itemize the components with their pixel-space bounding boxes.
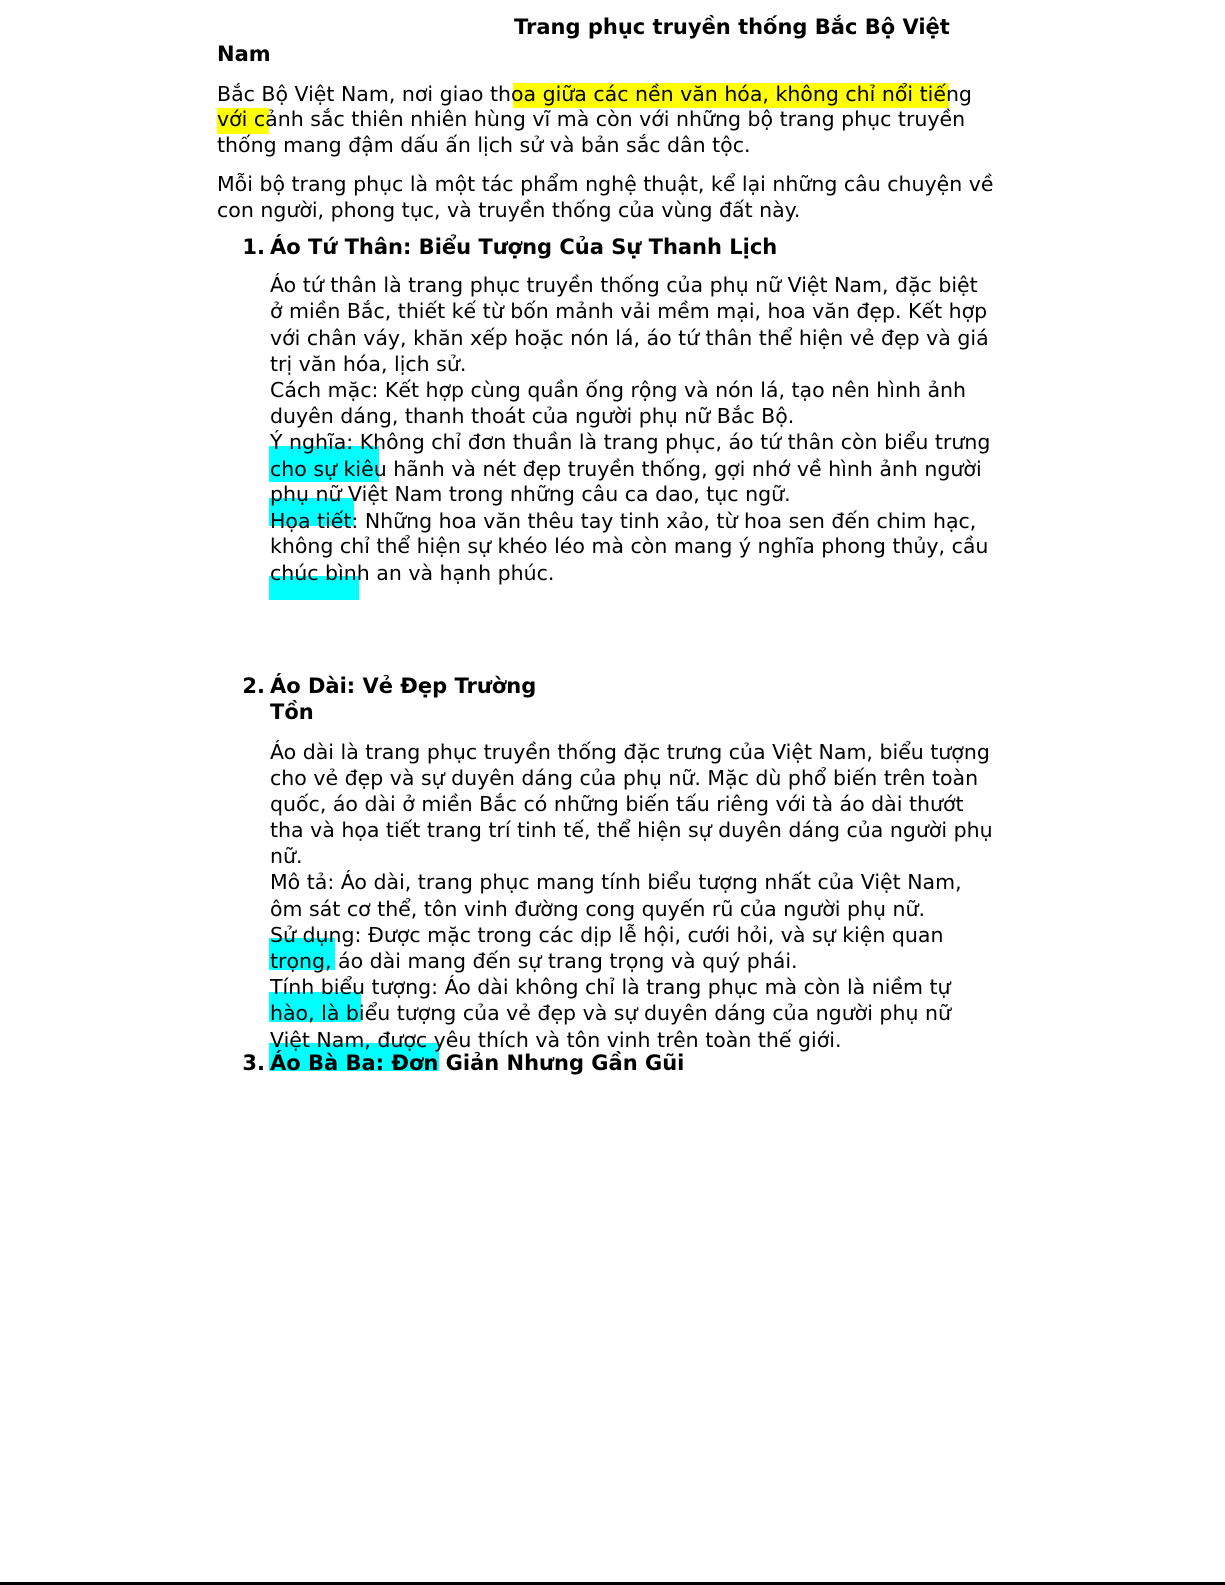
list-number: 2.	[242, 674, 265, 698]
section-line: quốc, áo dài ở miền Bắc có những biến tấu riêng với tà áo dài thướt	[270, 792, 964, 816]
section-heading-continued: Tồn	[270, 700, 314, 724]
section-line: Mô tả: Áo dài, trang phục mang tính biểu tượng nhất của Việt Nam,	[270, 870, 962, 894]
section-line: Họa tiết: Những hoa văn thêu tay tinh xảo, từ hoa sen đến chim hạc,	[270, 509, 977, 533]
section-line: duyên dáng, thanh thoát của người phụ nữ Bắc Bộ.	[270, 404, 795, 428]
section-line: trị văn hóa, lịch sử.	[270, 352, 467, 376]
list-number: 1.	[242, 235, 265, 259]
section-line: trọng, áo dài mang đến sự trang trọng và quý phái.	[270, 949, 798, 973]
section-line: Sử dụng: Được mặc trong các dịp lễ hội, cưới hỏi, và sự kiện quan	[270, 923, 944, 947]
intro2-line: Mỗi bộ trang phục là một tác phẩm nghệ thuật, kể lại những câu chuyện về	[217, 172, 994, 196]
section-line: ở miền Bắc, thiết kế từ bốn mảnh vải mềm mại, hoa văn đẹp. Kết hợp	[270, 299, 988, 323]
list-number: 3.	[242, 1051, 265, 1075]
section-line: Tính biểu tượng: Áo dài không chỉ là trang phục mà còn là niềm tự	[270, 975, 951, 999]
section-line: Việt Nam, được yêu thích và tôn vinh trên toàn thế giới.	[270, 1028, 842, 1052]
section-line: cho sự kiêu hãnh và nét đẹp truyền thống, gợi nhớ về hình ảnh người	[270, 457, 982, 481]
page-title: Trang phục truyền thống Bắc Bộ Việt	[514, 15, 950, 39]
section-line: phụ nữ Việt Nam trong những câu ca dao, tục ngữ.	[270, 482, 791, 506]
section-line: Cách mặc: Kết hợp cùng quần ống rộng và nón lá, tạo nên hình ảnh	[270, 378, 967, 402]
section-line: ôm sát cơ thể, tôn vinh đường cong quyến rũ của người phụ nữ.	[270, 897, 925, 921]
intro-line: thống mang đậm dấu ấn lịch sử và bản sắc dân tộc.	[217, 133, 751, 157]
section-line: Áo tứ thân là trang phục truyền thống của phụ nữ Việt Nam, đặc biệt	[270, 273, 978, 297]
intro2-line: con người, phong tục, và truyền thống của vùng đất này.	[217, 198, 801, 222]
section-line: Áo dài là trang phục truyền thống đặc trưng của Việt Nam, biểu tượng	[270, 740, 990, 764]
section-heading: Áo Dài: Vẻ Đẹp Trường	[270, 674, 537, 698]
section-line: Ý nghĩa: Không chỉ đơn thuần là trang phục, áo tứ thân còn biểu trưng	[270, 430, 991, 454]
page-title-continued: Nam	[217, 42, 271, 66]
section-line: không chỉ thể hiện sự khéo léo mà còn mang ý nghĩa phong thủy, cầu	[270, 534, 989, 558]
section-line: cho vẻ đẹp và sự duyên dáng của phụ nữ. Mặc dù phổ biến trên toàn	[270, 766, 979, 790]
section-heading: Áo Bà Ba: Đơn Giản Nhưng Gần Gũi	[270, 1051, 685, 1075]
section-heading: Áo Tứ Thân: Biểu Tượng Của Sự Thanh Lịch	[270, 235, 778, 259]
section-line: với chân váy, khăn xếp hoặc nón lá, áo tứ thân thể hiện vẻ đẹp và giá	[270, 326, 989, 350]
section-line: chúc bình an và hạnh phúc.	[270, 561, 555, 585]
intro-line: với cảnh sắc thiên nhiên hùng vĩ mà còn với những bộ trang phục truyền	[217, 107, 966, 131]
intro-line: Bắc Bộ Việt Nam, nơi giao thoa giữa các nền văn hóa, không chỉ nổi tiếng	[217, 82, 972, 106]
section-line: nữ.	[270, 844, 303, 868]
section-line: tha và họa tiết trang trí tinh tế, thể hiện sự duyên dáng của người phụ	[270, 818, 993, 842]
section-line: hào, là biểu tượng của vẻ đẹp và sự duyên dáng của người phụ nữ	[270, 1001, 951, 1025]
